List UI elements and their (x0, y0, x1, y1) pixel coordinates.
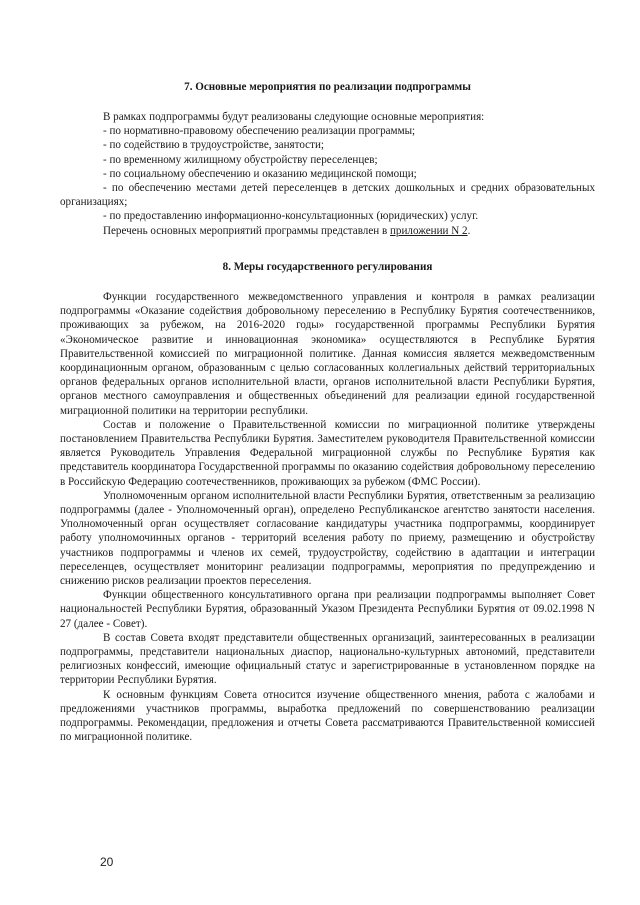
paragraph: Функции общественного консультативного органа при реализации подпрограммы выполняет Совет национальностей Республики Бурятия, образованный Указом Президента Республики Бурятия от 09.02.1998 N 27 (далее - Совет). (60, 589, 595, 630)
list-item: - по обеспечению местами детей переселенцев в детских дошкольных и средних образовательных организациях; (60, 182, 595, 209)
list-reference-prefix: Перечень основных мероприятий программы представлен в (103, 224, 390, 237)
section-7-heading: 7. Основные мероприятия по реализации подпрограммы (184, 81, 471, 93)
section-8-body (60, 290, 595, 745)
list-item: - по нормативно-правовому обеспечению реализации программы; (103, 125, 416, 138)
paragraph: Уполномоченным органом исполнительной власти Республики Бурятия, ответственным за реализацию подпрограммы (далее - Уполномоченный орган), определено Республиканское агентство занятости населения. Уполномоченный орган осуществляет согласование кандидатуры участника подпрограммы, координирует работу уполномочинных органов - территорий вселения работу по приему, размещению и обустройству участников подпрограммы и членов их семей, трудоустройству, содействию в адаптации и интеграции переселенцев, осуществляет мониторинг реализации подпрограммы, мероприятия по предупреждению и снижению рисков реализации проектов переселения. (60, 489, 595, 588)
list-reference-suffix: . (467, 224, 471, 237)
list-item: - по предоставлению информационно-консультационных (юридических) услуг. (103, 210, 479, 223)
list-item: - по содействию в трудоустройстве, занятости; (103, 139, 324, 152)
paragraph: Состав и положение о Правительственной комиссии по миграционной политике утверждены постановлением Правительства Республики Бурятия. Заместителем руководителя Правительственной комиссии является Руководитель Управления Федеральной миграционной службы по Республике Бурятия как представитель координатора Государственной программы по оказанию содействия добровольному переселению в Российскую Федерацию соотечественников, проживающих за рубежом (ФМС России). (60, 418, 595, 488)
section-7-intro: В рамках подпрограммы будут реализованы следующие основные мероприятия: (103, 111, 485, 123)
list-reference (60, 224, 595, 238)
paragraph: В состав Совета входят представители общественных организаций, заинтересованных в реализации подпрограммы, представители национальных диаспор, национально-культурных автономий, представители религиозных конфессий, имеющие официальный статус и зарегистрированные в установленном порядке на территории Республики Бурятия. (60, 631, 595, 687)
page-number: 20 (100, 855, 114, 869)
section-7-body (60, 110, 595, 238)
list-item: - по временному жилищному обустройству переселенцев; (103, 153, 378, 166)
appendix-link[interactable]: приложении N 2 (389, 224, 468, 237)
paragraph: К основным функциям Совета относится изучение общественного мнения, работа с жалобами и предложениями участников программы, выработка предложений по совершенствованию реализации подпрограммы. Рекомендации, предложения и отчеты Совета рассматриваются Правительственной комиссией по миграционной политике. (60, 688, 595, 744)
list-item: - по социальному обеспечению и оказанию медицинской помощи; (103, 167, 417, 180)
paragraph: Функции государственного межведомственного управления и контроля в рамках реализации подпрограммы «Оказание содействия добровольному переселению в Республику Бурятия соотечественников, проживающих за рубежом, на 2016-2020 годы» государственной программы Республики Бурятия «Экономическое развитие и инновационная экономика» осуществляются в Республике Бурятия Правительственной комиссией по миграционной политике. Данная комиссия является межведомственным координационным органом, образованным с целью согласованных коллегиальных действий территориальных органов федеральных органов исполнительной власти, органов исполнительной власти Республики Бурятия, органов местного самоуправления и общественных объединений для реализации единой государственной миграционной политики на территории республики. (60, 291, 595, 417)
section-8-heading: 8. Меры государственного регулирования (222, 261, 433, 273)
